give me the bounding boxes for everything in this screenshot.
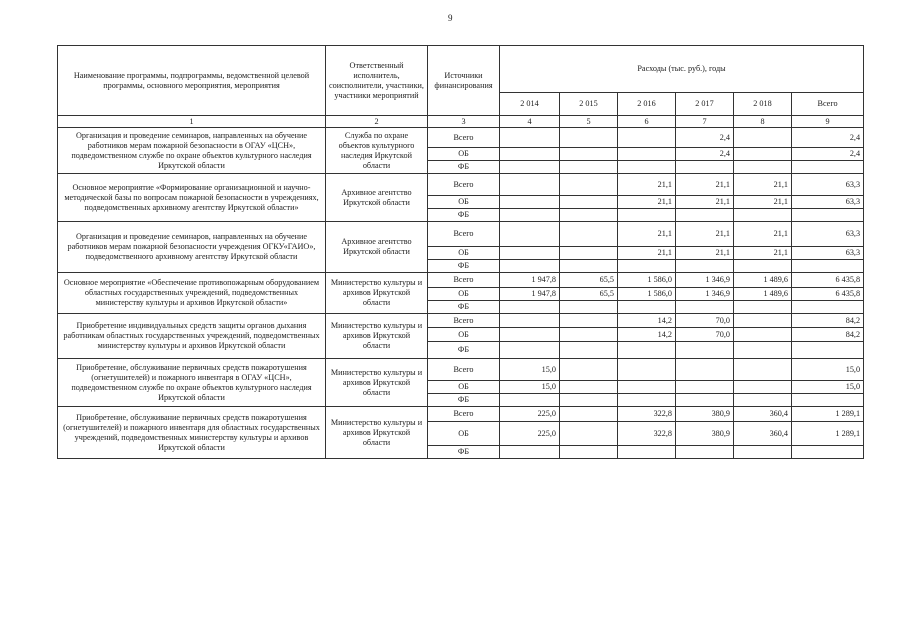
total-value — [792, 161, 864, 174]
column-number: 5 — [560, 116, 618, 128]
year-value: 1 586,0 — [618, 273, 676, 288]
funding-source: ФБ — [428, 260, 500, 273]
year-value — [560, 422, 618, 446]
total-value: 63,3 — [792, 247, 864, 260]
year-value — [560, 161, 618, 174]
total-value — [792, 446, 864, 459]
funding-source: ФБ — [428, 394, 500, 407]
funding-source: ФБ — [428, 446, 500, 459]
total-value: 6 435,8 — [792, 273, 864, 288]
year-value — [618, 161, 676, 174]
header-year: 2 014 — [500, 93, 560, 116]
funding-source: Всего — [428, 273, 500, 288]
year-value: 21,1 — [676, 196, 734, 209]
year-value — [560, 342, 618, 359]
funding-source: Всего — [428, 128, 500, 148]
activity-name: Основное мероприятие «Формирование организационной и научно-методической базы по вопросам пожарной безопасности в учреждениях, подведомственных архивному агентству Иркутской области» — [58, 174, 326, 222]
funding-source: Всего — [428, 222, 500, 247]
year-value — [676, 394, 734, 407]
year-value: 1 947,8 — [500, 288, 560, 301]
year-value — [734, 342, 792, 359]
year-value: 21,1 — [618, 247, 676, 260]
year-value: 1 947,8 — [500, 273, 560, 288]
column-number: 3 — [428, 116, 500, 128]
year-value: 1 586,0 — [618, 288, 676, 301]
year-value — [560, 209, 618, 222]
column-number-row — [58, 116, 864, 128]
year-value — [734, 446, 792, 459]
header-year: 2 017 — [676, 93, 734, 116]
year-value: 1 489,6 — [734, 273, 792, 288]
year-value — [676, 381, 734, 394]
executor-name: Архивное агентство Иркутской области — [326, 174, 428, 222]
year-value: 2,4 — [676, 128, 734, 148]
year-value — [560, 247, 618, 260]
column-number: 6 — [618, 116, 676, 128]
total-value: 1 289,1 — [792, 407, 864, 422]
year-value — [676, 209, 734, 222]
year-value — [560, 359, 618, 381]
funding-source: ФБ — [428, 342, 500, 359]
year-value — [734, 148, 792, 161]
activity-name: Организация и проведение семинаров, направленных на обучение работников мерам пожарной безопасности учреждения ОГКУ«ГАИО», подведомственного архивному агентству Иркутской области — [58, 222, 326, 273]
executor-name: Министерство культуры и архивов Иркутской области — [326, 273, 428, 314]
year-value — [560, 314, 618, 328]
header-expenses: Расходы (тыс. руб.), годы — [500, 46, 864, 93]
activity-name: Приобретение, обслуживание первичных средств пожаротушения (огнетушителей) и пожарного инвентаря в ОГАУ «ЦСН», подведомственном службе по охране объектов культурного наследия Иркутской области — [58, 359, 326, 407]
year-value — [734, 209, 792, 222]
executor-name: Министерство культуры и архивов Иркутской области — [326, 407, 428, 459]
total-value: 1 289,1 — [792, 422, 864, 446]
activity-name: Приобретение, обслуживание первичных средств пожаротушения (огнетушителей) и пожарного инвентаря для областных государственных учреждений, подведомственных министерству культуры и архивов Иркутской области — [58, 407, 326, 459]
column-number: 2 — [326, 116, 428, 128]
header-year: 2 016 — [618, 93, 676, 116]
year-value — [734, 359, 792, 381]
funding-source: ОБ — [428, 247, 500, 260]
year-value — [676, 359, 734, 381]
budget-table — [57, 45, 864, 459]
year-value — [618, 342, 676, 359]
table-row — [58, 273, 864, 288]
table-row — [58, 128, 864, 148]
year-value — [500, 196, 560, 209]
year-value: 70,0 — [676, 314, 734, 328]
total-value — [792, 301, 864, 314]
column-number: 1 — [58, 116, 326, 128]
year-value — [618, 381, 676, 394]
funding-source: ОБ — [428, 148, 500, 161]
year-value — [500, 148, 560, 161]
total-value: 84,2 — [792, 328, 864, 342]
year-value: 21,1 — [734, 247, 792, 260]
year-value: 21,1 — [734, 196, 792, 209]
year-value — [560, 174, 618, 196]
year-value — [734, 260, 792, 273]
year-value: 14,2 — [618, 314, 676, 328]
total-value: 6 435,8 — [792, 288, 864, 301]
year-value: 21,1 — [618, 196, 676, 209]
activity-name: Организация и проведение семинаров, направленных на обучение работников мерам пожарной безопасности в ОГАУ «ЦСН», подведомственном службе по охране объектов культурного наследия Иркутской области — [58, 128, 326, 174]
total-value: 63,3 — [792, 222, 864, 247]
year-value: 322,8 — [618, 422, 676, 446]
year-value: 1 346,9 — [676, 273, 734, 288]
year-value — [618, 301, 676, 314]
total-value: 84,2 — [792, 314, 864, 328]
year-value — [734, 301, 792, 314]
year-value: 65,5 — [560, 273, 618, 288]
total-value: 63,3 — [792, 196, 864, 209]
funding-source: ФБ — [428, 209, 500, 222]
executor-name: Архивное агентство Иркутской области — [326, 222, 428, 273]
year-value — [734, 314, 792, 328]
funding-source: ОБ — [428, 381, 500, 394]
funding-source: ОБ — [428, 328, 500, 342]
executor-name: Служба по охране объектов культурного наследия Иркутской области — [326, 128, 428, 174]
year-value: 225,0 — [500, 407, 560, 422]
year-value: 322,8 — [618, 407, 676, 422]
year-value: 15,0 — [500, 381, 560, 394]
total-value — [792, 209, 864, 222]
year-value: 225,0 — [500, 422, 560, 446]
activity-name: Основное мероприятие «Обеспечение противопожарным оборудованием областных государственных учреждений, подведомственных министерству культуры и архивов Иркутской области» — [58, 273, 326, 314]
year-value — [500, 161, 560, 174]
funding-source: ОБ — [428, 196, 500, 209]
column-number: 4 — [500, 116, 560, 128]
year-value: 21,1 — [676, 222, 734, 247]
total-value — [792, 394, 864, 407]
year-value: 1 489,6 — [734, 288, 792, 301]
year-value: 65,5 — [560, 288, 618, 301]
table-row — [58, 314, 864, 328]
year-value — [500, 260, 560, 273]
funding-source: ОБ — [428, 422, 500, 446]
year-value — [734, 161, 792, 174]
year-value: 70,0 — [676, 328, 734, 342]
year-value — [500, 394, 560, 407]
header-year: 2 015 — [560, 93, 618, 116]
year-value — [560, 407, 618, 422]
year-value — [500, 301, 560, 314]
executor-name: Министерство культуры и архивов Иркутской области — [326, 314, 428, 359]
header-name: Наименование программы, подпрограммы, ведомственной целевой программы, основного мероприятия, мероприятия — [58, 46, 326, 116]
header-total: Всего — [792, 93, 864, 116]
year-value — [618, 446, 676, 459]
year-value — [618, 359, 676, 381]
year-value — [676, 260, 734, 273]
year-value: 14,2 — [618, 328, 676, 342]
table-body — [58, 128, 864, 459]
year-value — [560, 446, 618, 459]
year-value — [618, 128, 676, 148]
total-value: 2,4 — [792, 128, 864, 148]
year-value — [676, 161, 734, 174]
year-value — [560, 148, 618, 161]
table-row — [58, 407, 864, 422]
year-value: 21,1 — [618, 174, 676, 196]
funding-source: ФБ — [428, 161, 500, 174]
year-value — [500, 446, 560, 459]
year-value: 2,4 — [676, 148, 734, 161]
year-value — [676, 301, 734, 314]
funding-source: Всего — [428, 407, 500, 422]
year-value — [500, 128, 560, 148]
funding-source: Всего — [428, 314, 500, 328]
year-value: 360,4 — [734, 407, 792, 422]
year-value: 1 346,9 — [676, 288, 734, 301]
year-value — [500, 222, 560, 247]
year-value: 380,9 — [676, 407, 734, 422]
year-value — [560, 260, 618, 273]
total-value — [792, 260, 864, 273]
funding-source: Всего — [428, 359, 500, 381]
year-value: 21,1 — [618, 222, 676, 247]
year-value — [618, 209, 676, 222]
page-number: 9 — [448, 13, 453, 23]
year-value: 21,1 — [734, 222, 792, 247]
header-source: Источники финансирования — [428, 46, 500, 116]
year-value — [560, 328, 618, 342]
table-row — [58, 222, 864, 247]
executor-name: Министерство культуры и архивов Иркутской области — [326, 359, 428, 407]
table-row — [58, 174, 864, 196]
year-value — [560, 381, 618, 394]
year-value — [734, 381, 792, 394]
year-value: 380,9 — [676, 422, 734, 446]
column-number: 9 — [792, 116, 864, 128]
year-value: 21,1 — [676, 247, 734, 260]
year-value: 21,1 — [734, 174, 792, 196]
total-value: 15,0 — [792, 381, 864, 394]
year-value — [500, 174, 560, 196]
year-value — [618, 148, 676, 161]
activity-name: Приобретение индивидуальных средств защиты органов дыхания работникам областных государственных учреждений, подведомственных министерству культуры и архивов Иркутской области — [58, 314, 326, 359]
year-value — [500, 328, 560, 342]
total-value: 15,0 — [792, 359, 864, 381]
year-value — [560, 196, 618, 209]
year-value: 21,1 — [676, 174, 734, 196]
total-value: 2,4 — [792, 148, 864, 161]
year-value: 15,0 — [500, 359, 560, 381]
funding-source: Всего — [428, 174, 500, 196]
funding-source: ОБ — [428, 288, 500, 301]
year-value — [618, 394, 676, 407]
year-value — [500, 342, 560, 359]
year-value — [560, 128, 618, 148]
year-value — [560, 301, 618, 314]
year-value — [560, 222, 618, 247]
total-value — [792, 342, 864, 359]
column-number: 8 — [734, 116, 792, 128]
year-value — [676, 446, 734, 459]
year-value — [676, 342, 734, 359]
year-value: 360,4 — [734, 422, 792, 446]
year-value — [734, 128, 792, 148]
total-value: 63,3 — [792, 174, 864, 196]
year-value — [618, 260, 676, 273]
year-value — [500, 247, 560, 260]
table-row — [58, 359, 864, 381]
header-year: 2 018 — [734, 93, 792, 116]
column-number: 7 — [676, 116, 734, 128]
funding-source: ФБ — [428, 301, 500, 314]
year-value — [500, 314, 560, 328]
year-value — [560, 394, 618, 407]
header-executor: Ответственный исполнитель, соисполнители, участники, участники мероприятий — [326, 46, 428, 116]
year-value — [500, 209, 560, 222]
year-value — [734, 394, 792, 407]
year-value — [734, 328, 792, 342]
